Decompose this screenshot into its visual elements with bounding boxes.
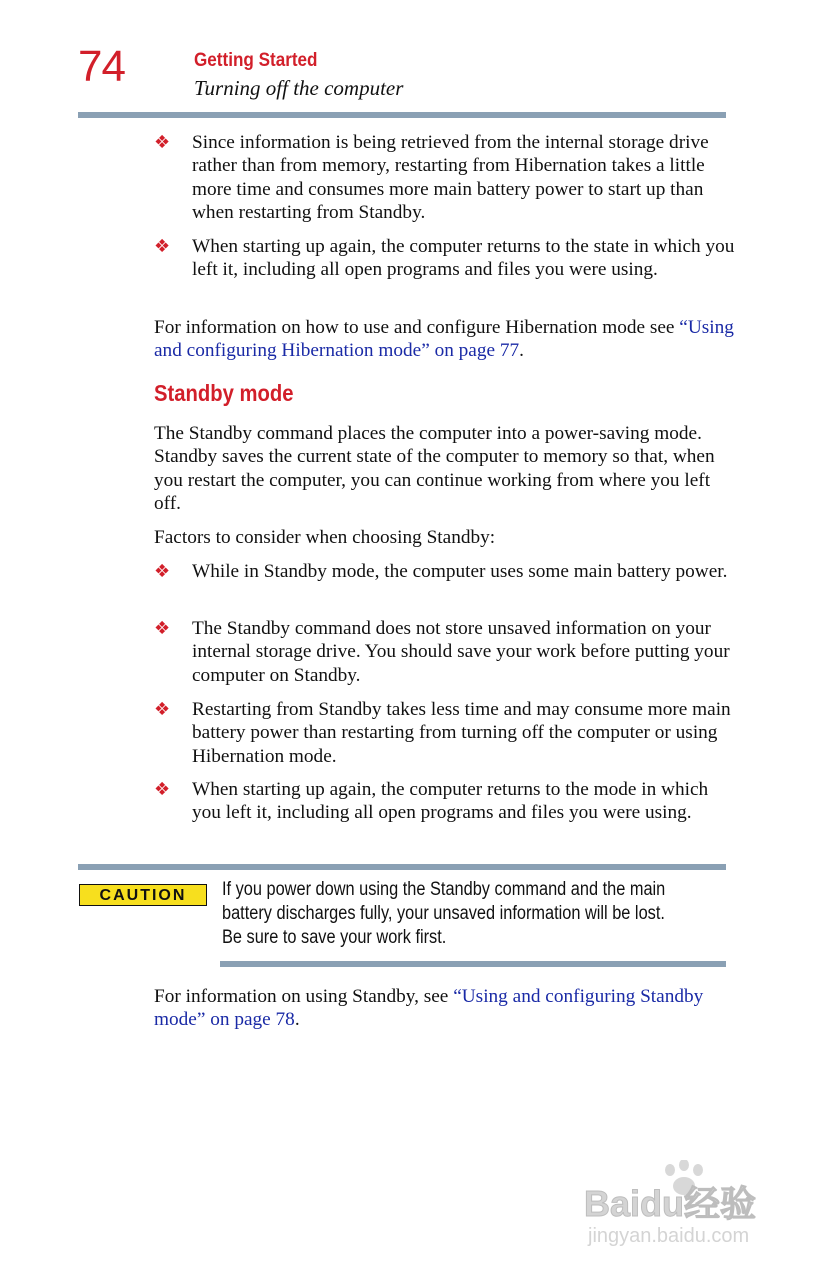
hibernation-reference: [154, 316, 734, 363]
bullet-diamond-icon: ❖: [154, 236, 171, 257]
watermark-brand: Baidu经验: [584, 1183, 757, 1224]
standby-reference: [154, 985, 734, 1032]
hibernation-link[interactable]: “Using and configuring Hibernation mode” on page 77: [154, 317, 734, 362]
caution-text: If you power down using the Standby command and the main battery discharges fully, your unsaved information will be lost. Be sure to save your work first.: [222, 879, 666, 948]
bullet-diamond-icon: ❖: [154, 699, 171, 720]
bullet-diamond-icon: ❖: [154, 618, 171, 639]
bullet-text: The Standby command does not store unsaved information on your internal storage drive. You should save your work before putting your computer on Standby.: [192, 618, 730, 686]
section-title: Turning off the computer: [194, 76, 404, 100]
standby-factors-lead: Factors to consider when choosing Standby:: [154, 527, 496, 548]
caution-badge: CAUTION: [79, 884, 207, 906]
bullet-diamond-icon: ❖: [154, 132, 171, 153]
standby-intro: The Standby command places the computer into a power-saving mode. Standby saves the current state of the computer to memory so that, when you restart the computer, you can continue working from where you left off.: [154, 423, 715, 515]
reference-suffix: .: [519, 340, 524, 362]
bullet-text: When starting up again, the computer returns to the state in which you left it, including all open programs and files you were using.: [192, 236, 735, 281]
standby-link[interactable]: “Using and configuring Standby mode” on page 78: [154, 986, 704, 1031]
watermark-url: jingyan.baidu.com: [588, 1225, 750, 1247]
page-number: 74: [78, 42, 125, 91]
bullet-text: Since information is being retrieved from the internal storage drive rather than from memory, restarting from Hibernation takes a little more time and consumes more main battery power to start up than when restarting from Standby.: [192, 132, 709, 224]
reference-text: For information on using Standby, see: [154, 986, 454, 1007]
bullet-diamond-icon: ❖: [154, 561, 171, 582]
header-rule: [78, 112, 726, 118]
chapter-title: Getting Started: [194, 50, 318, 71]
reference-suffix: .: [294, 1009, 300, 1031]
bullet-text: While in Standby mode, the computer uses some main battery power.: [192, 561, 728, 582]
baidu-watermark: [584, 1160, 784, 1250]
standby-heading: Standby mode: [154, 380, 294, 406]
bullet-diamond-icon: ❖: [154, 779, 171, 800]
bullet-text: Restarting from Standby takes less time and may consume more main battery power than restarting from turning off the computer or using Hibernation mode.: [192, 699, 731, 767]
reference-text: For information on how to use and configure Hibernation mode see: [154, 317, 680, 338]
bullet-text: When starting up again, the computer returns to the mode in which you left it, including all open programs and files you were using.: [192, 779, 709, 824]
caution-bottom-rule: [220, 961, 726, 967]
caution-top-rule: [78, 864, 726, 870]
